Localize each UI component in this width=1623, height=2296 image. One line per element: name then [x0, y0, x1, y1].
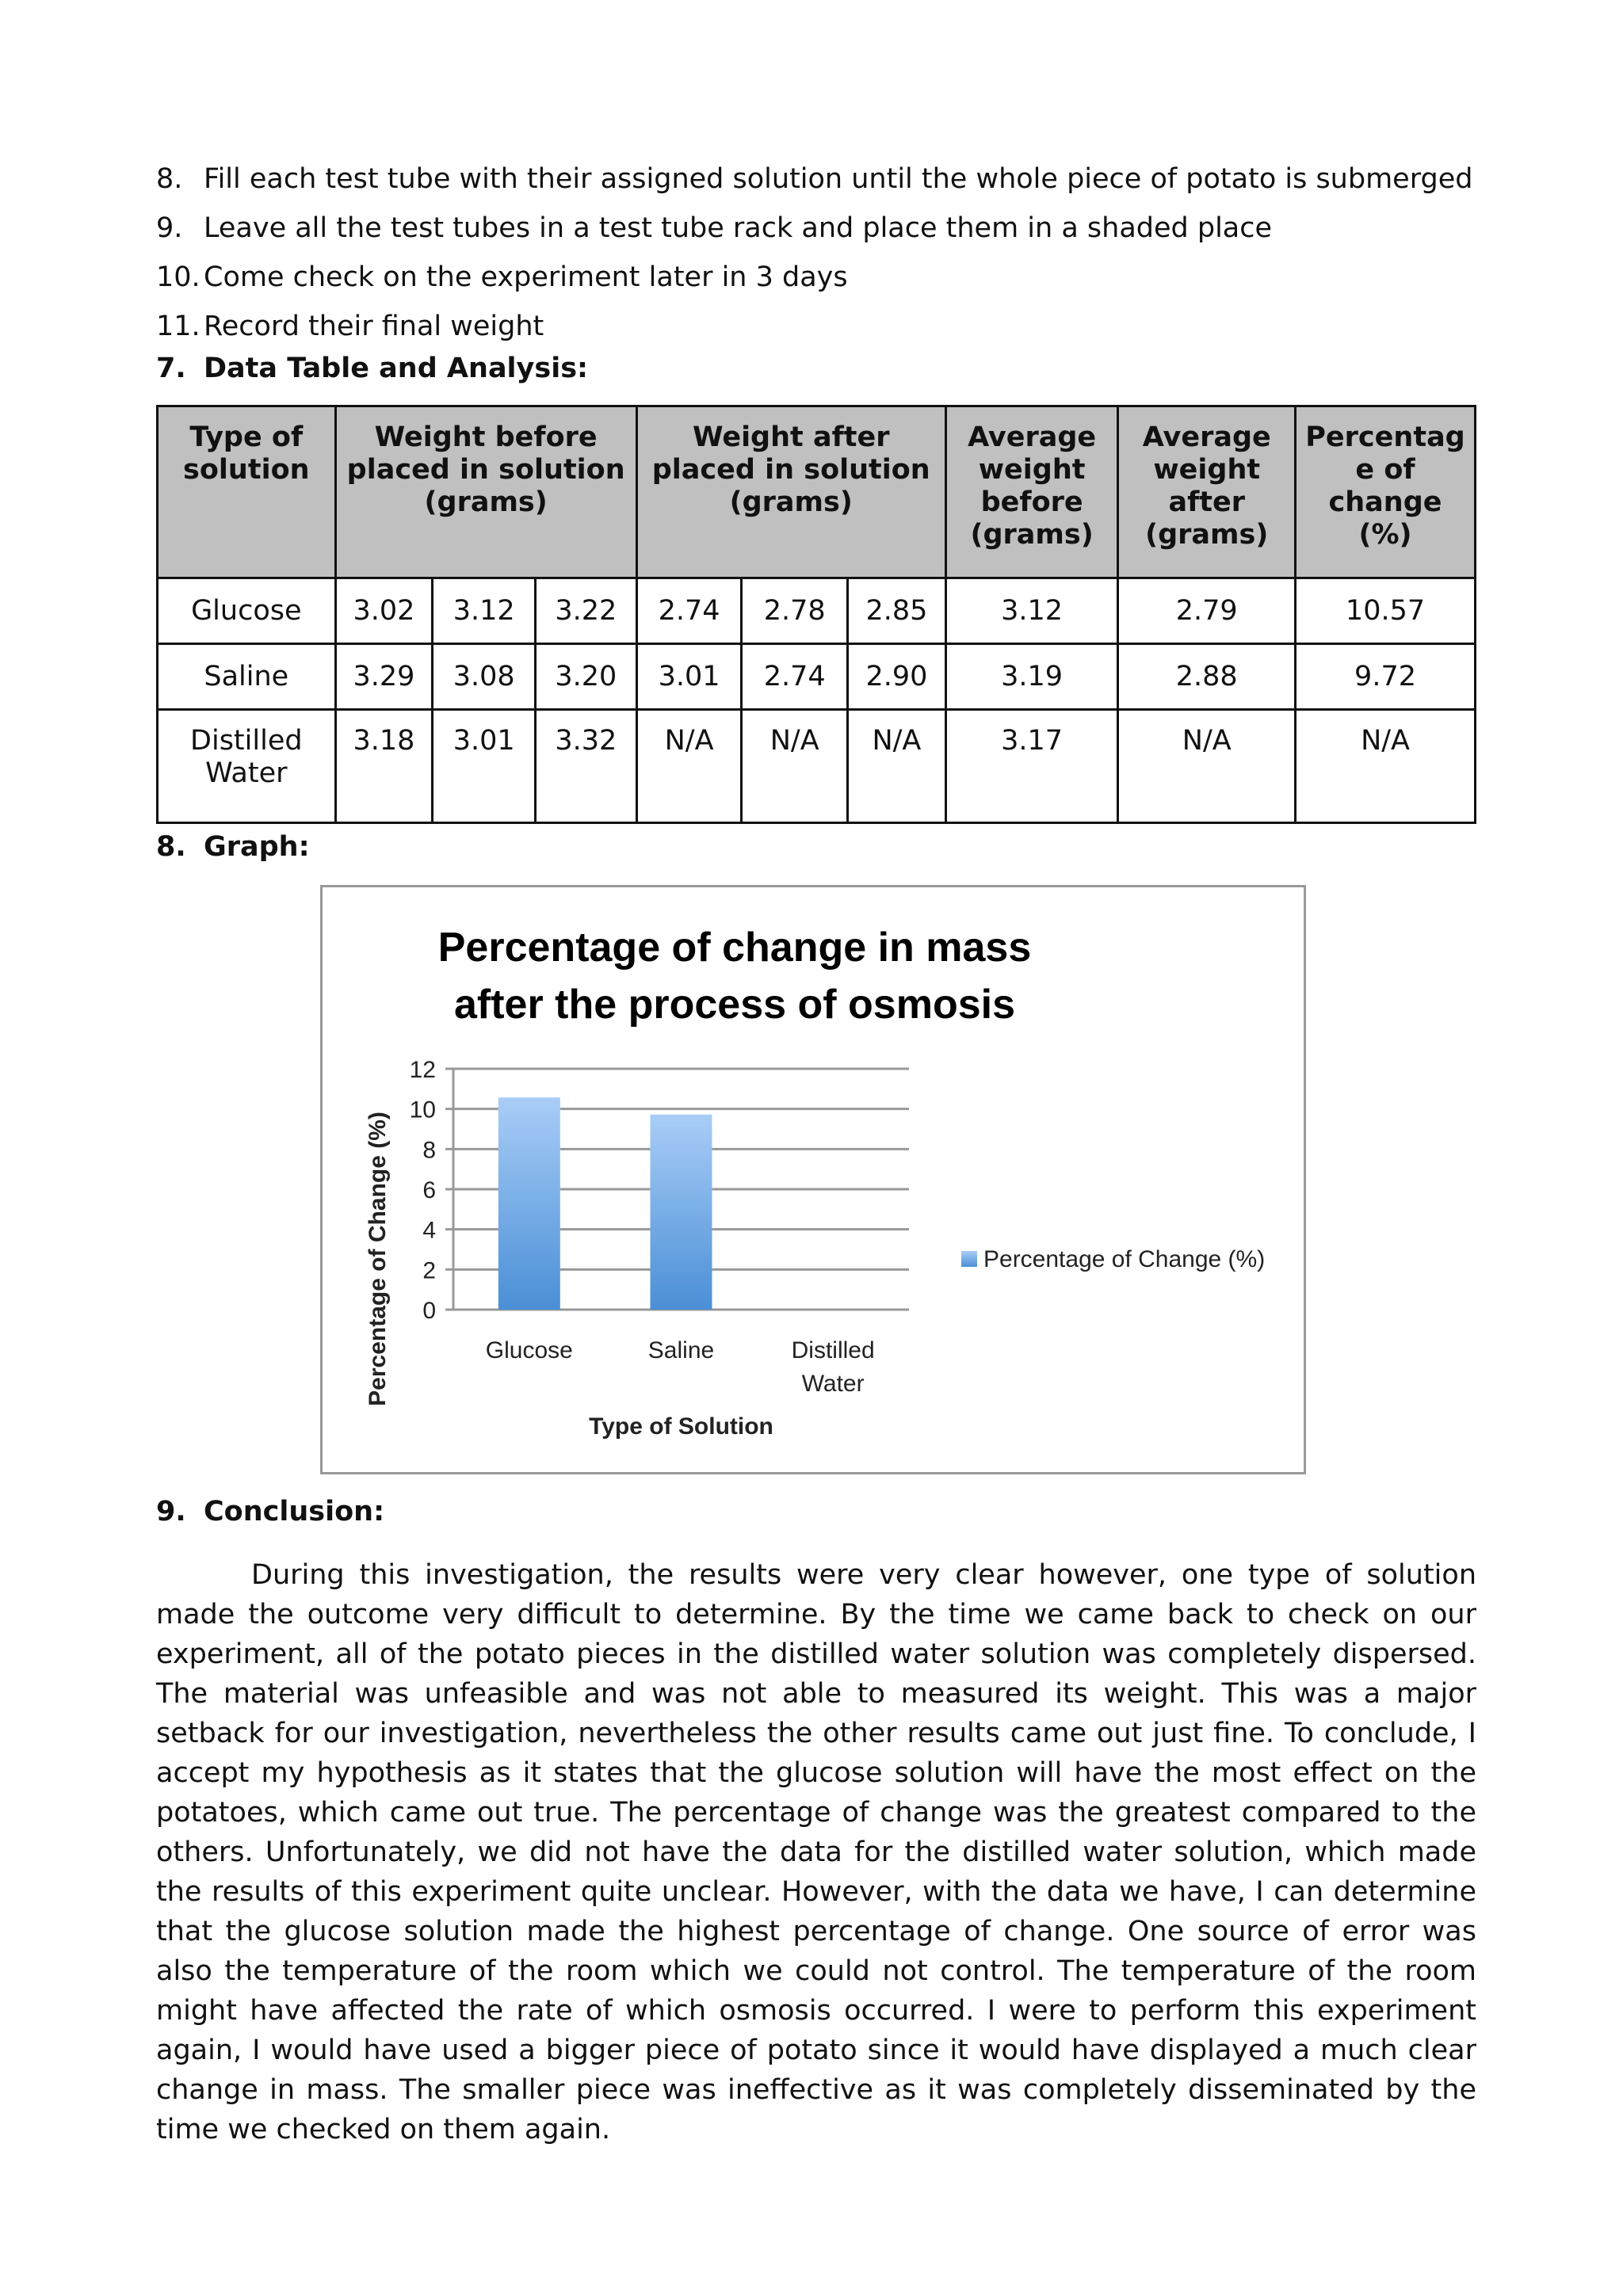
step-text: Fill each test tube with their assigned solution until the whole piece of potato is submerged [204, 163, 1473, 195]
y-tick-label: 2 [422, 1257, 436, 1284]
cell-before: 3.01 [433, 710, 536, 823]
cell-solution: Glucose [158, 578, 336, 644]
header-weight-after: Weight after placed in solution (grams) [636, 406, 945, 578]
y-axis-title: Percentage of Change (%) [365, 1112, 391, 1406]
step-number: 10. [156, 261, 200, 293]
step-text: Record their final weight [204, 311, 544, 342]
section-title: Data Table and Analysis: [204, 353, 589, 384]
cell-percent-change: 9.72 [1296, 644, 1476, 710]
cell-before: 3.08 [433, 644, 536, 710]
table-row [158, 644, 1476, 710]
list-item [156, 253, 1487, 302]
section-number: 8. [156, 831, 186, 863]
y-tick-label: 8 [422, 1137, 436, 1164]
header-percent-change: Percentag e of change (%) [1296, 406, 1476, 578]
cell-after: N/A [848, 710, 946, 823]
y-tick-label: 12 [409, 1057, 436, 1083]
bar-chart [320, 885, 1306, 1474]
cell-before: 3.12 [433, 578, 536, 644]
x-axis-title: Type of Solution [589, 1413, 773, 1440]
cell-avg-after: N/A [1118, 710, 1296, 823]
cell-after: N/A [742, 710, 848, 823]
y-tick-label: 4 [422, 1217, 436, 1244]
cell-avg-before: 3.12 [945, 578, 1118, 644]
header-type-of-solution: Type of solution [158, 406, 336, 578]
cell-avg-before: 3.19 [945, 644, 1118, 710]
cell-after: 3.01 [636, 644, 742, 710]
bar [651, 1115, 712, 1310]
header-avg-before: Average weight before (grams) [945, 406, 1118, 578]
x-tick-label: Water [801, 1371, 865, 1397]
legend-swatch [961, 1251, 977, 1267]
cell-after: 2.78 [742, 578, 848, 644]
y-tick-label: 10 [409, 1097, 436, 1123]
step-number: 11. [156, 311, 200, 342]
table-row [158, 710, 1476, 823]
section-number: 7. [156, 353, 186, 384]
list-item [156, 302, 1487, 351]
header-weight-before: Weight before placed in solution (grams) [335, 406, 636, 578]
cell-before: 3.02 [335, 578, 433, 644]
cell-avg-before: 3.17 [945, 710, 1118, 823]
table-row [158, 578, 1476, 644]
step-text: Leave all the test tubes in a test tube rack and place them in a shaded place [204, 212, 1273, 244]
cell-before: 3.18 [335, 710, 433, 823]
cell-before: 3.29 [335, 644, 433, 710]
procedure-steps [156, 154, 1487, 351]
section-title: Graph: [204, 831, 310, 863]
cell-after: 2.85 [848, 578, 946, 644]
step-text: Come check on the experiment later in 3 days [204, 261, 848, 293]
bar [498, 1097, 560, 1310]
section-number: 9. [156, 1496, 186, 1527]
cell-percent-change: N/A [1296, 710, 1476, 823]
section-title: Conclusion: [204, 1496, 385, 1527]
cell-after: 2.74 [636, 578, 742, 644]
section-heading-data [156, 353, 588, 384]
cell-after: 2.74 [742, 644, 848, 710]
step-number: 9. [156, 212, 183, 244]
cell-before: 3.32 [536, 710, 637, 823]
chart-svg [323, 887, 1304, 1472]
cell-solution: Distilled Water [158, 710, 336, 823]
cell-avg-after: 2.88 [1118, 644, 1296, 710]
x-tick-label: Saline [647, 1337, 715, 1363]
table-header-row [158, 406, 1476, 578]
cell-solution: Saline [158, 644, 336, 710]
conclusion-body [156, 1555, 1476, 2149]
cell-before: 3.22 [536, 578, 637, 644]
y-tick-label: 6 [422, 1177, 436, 1203]
cell-avg-after: 2.79 [1118, 578, 1296, 644]
section-heading-conclusion [156, 1496, 384, 1527]
cell-before: 3.20 [536, 644, 637, 710]
chart-title: Percentage of change in mass after the process of osmosis [437, 925, 1032, 1028]
cell-after: 2.90 [848, 644, 946, 710]
list-item [156, 204, 1487, 253]
section-heading-graph [156, 831, 310, 863]
y-tick-label: 0 [422, 1298, 436, 1324]
header-avg-after: Average weight after (grams) [1118, 406, 1296, 578]
cell-percent-change: 10.57 [1296, 578, 1476, 644]
step-number: 8. [156, 163, 183, 195]
conclusion-paragraph: During this investigation, the results were very clear however, one type of solution made the outcome very difficult to determine. By the time we came back to check on our experiment, all of the potato pieces in the distilled water solution was completely dispersed. The material was unfeasible and was not able to measured its weight. This was a major setback for our investigation, nevertheless the other results came out just fine. To conclude, I accept my hypothesis as it states that the glucose solution will have the most effect on the potatoes, which came out true. The percentage of change was the greatest compared to the others. Unfortunately, we did not have the data for the distilled water solution, which made the results of this experiment quite unclear. However, with the data we have, I can determine that the glucose solution made the highest percentage of change. One source of error was also the temperature of the room which we could not control. The temperature of the room might have affected the rate of which osmosis occurred. I were to perform this experiment again, I would have used a bigger piece of potato since it would have displayed a much clear change in mass. The smaller piece was ineffective as it was completely disseminated by the time we checked on them again. [156, 1559, 1476, 2145]
cell-after: N/A [636, 710, 742, 823]
legend-label: Percentage of Change (%) [983, 1246, 1266, 1272]
x-tick-label: Distilled [791, 1337, 875, 1363]
data-table [156, 405, 1476, 824]
list-item [156, 154, 1487, 204]
x-tick-label: Glucose [485, 1337, 573, 1363]
